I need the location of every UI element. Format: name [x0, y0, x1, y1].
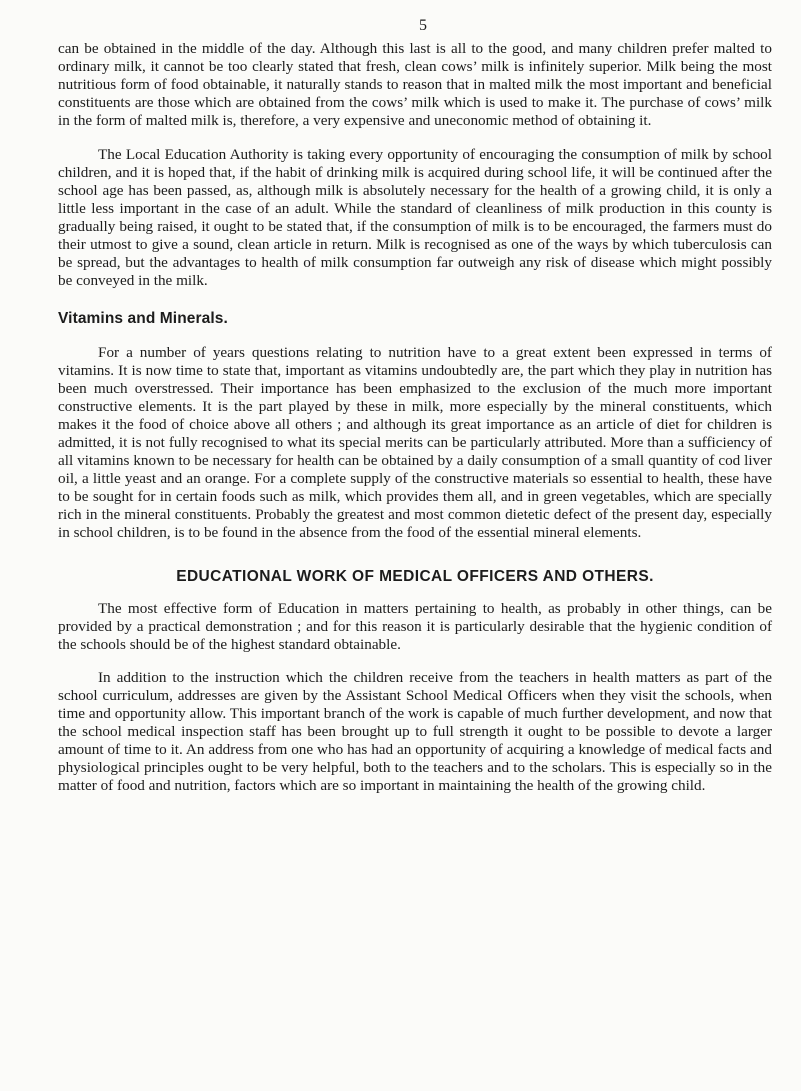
paragraph-malted-milk: can be obtained in the middle of the day. Although this last is all to the good, and many children prefer malted to ordinary milk, it cannot be too clearly stated that fresh, clean cows’ milk is infinitely superior. Milk being the most nutritious form of food obtainable, it naturally stands to reason that in malted milk the most important and beneficial constituents are those which are obtained from the cows’ milk which is used to make it. The purchase of cows’ milk in the form of malted milk is, therefore, a very expensive and uneconomic method of obtaining it. [58, 40, 772, 129]
paragraph-vitamins: For a number of years questions relating to nutrition have to a great extent been expressed in terms of vitamins. It is now time to state that, important as vitamins undoubtedly are, the part which they play in nutrition has been much overstressed. Their importance has been emphasized to the exclusion of the much more important constructive elements. It is the part played by these in milk, more especially by the mineral constituents, which makes it the food of choice above all others ; and although its great importance as an article of diet for children is admitted, it is not fully recognised to what its special merits can be particularly attributed. More than a sufficiency of all vitamins known to be necessary for health can be obtained by a daily consumption of a small quantity of cod liver oil, a little yeast and an orange. For a complete supply of the constructive materials so essential to health, these have to be sought for in certain foods such as milk, which provides them all, and in green vegetables, which are specially rich in the mineral constituents. Probably the greatest and most common dietetic defect of the present day, especially in school children, is to be found in the absence from the food of the essential mineral elements. [58, 344, 772, 541]
paragraph-addresses: In addition to the instruction which the children receive from the teachers in health matters as part of the school curriculum, addresses are given by the Assistant School Medical Officers when they visit the schools, when time and opportunity allow. This important branch of the work is capable of much further development, and now that the school medical inspection staff has been brought up to full strength it ought to be possible to devote a larger amount of time to it. An address from one who has had an opportunity of acquiring a knowledge of medical facts and physiological principles ought to be very helpful, both to the teachers and to the scholars. This is especially so in the matter of food and nutrition, factors which are so important in maintaining the health of the growing child. [58, 669, 772, 794]
paragraph-milk-consumption: The Local Education Authority is taking every opportunity of encouraging the consumption of milk by school children, and it is hoped that, if the habit of drinking milk is acquired during school life, it will be continued after the school age has been passed, as, although milk is absolutely necessary for the health of a growing child, it is only a little less important in the case of an adult. While the standard of cleanliness of milk production in this county is gradually being raised, it ought to be stated that, if the consumption of milk is to be encouraged, the farmers must do their utmost to give a sound, clean article in return. Milk is recognised as one of the ways by which tuberculosis can be spread, but the advantages to health of milk consumption far outweigh any risk of disease which might possibly be conveyed in the milk. [58, 146, 772, 289]
section-heading-vitamins: Vitamins and Minerals. [58, 310, 228, 327]
paragraph-effective-education: The most effective form of Education in matters pertaining to health, as probably in other things, can be provided by a practical demonstration ; and for this reason it is particularly desirable that the hygienic condition of the schools should be of the highest standard obtainable. [58, 600, 772, 653]
page-number: 5 [419, 17, 427, 34]
section-heading-educational-work: EDUCATIONAL WORK OF MEDICAL OFFICERS AND OTHERS. [176, 568, 654, 585]
